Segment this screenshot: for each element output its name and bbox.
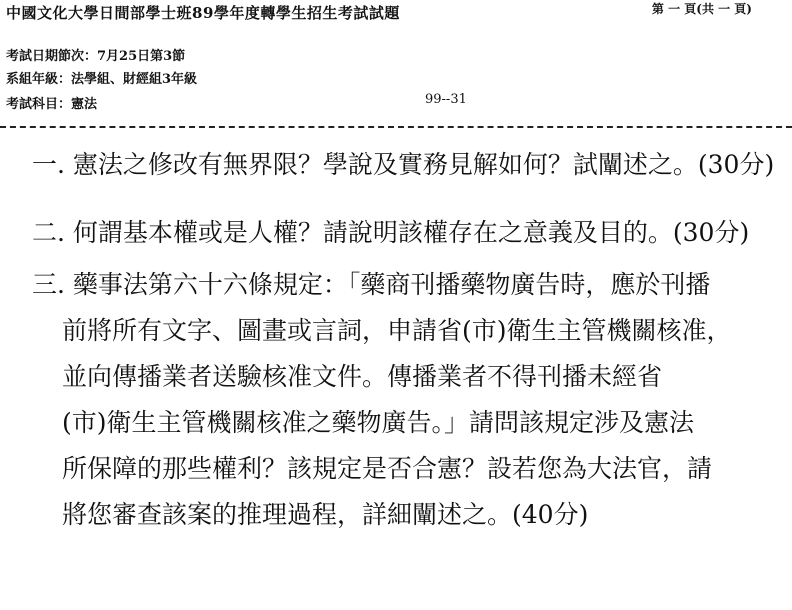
exam-code: 99--31 (425, 92, 467, 107)
header-divider (0, 126, 792, 128)
exam-date: 考試日期節次：7月25日第3節 (6, 49, 186, 64)
question-2: 二. 何謂基本權或是人權？請說明該權存在之意義及目的。(30分) (32, 218, 750, 247)
exam-subject: 考試科目：憲法 (6, 97, 98, 112)
question-3-line-3: 並向傳播業者送驗核准文件。傳播業者不得刊播未經省 (62, 362, 663, 391)
question-3-line-6: 將您審查該案的推理過程，詳細闡述之。(40分) (62, 500, 589, 529)
exam-title: 中國文化大學日間部學士班89學年度轉學生招生考試試題 (6, 4, 400, 22)
question-1: 一. 憲法之修改有無界限？學說及實務見解如何？試闡述之。(30分) (32, 150, 775, 179)
question-3-line-4: (市)衛生主管機關核准之藥物廣告。」請問該規定涉及憲法 (62, 408, 695, 437)
department-grade: 系組年級：法學組、財經組3年級 (6, 72, 198, 87)
question-3-line-1: 三. 藥事法第六十六條規定：「藥商刊播藥物廣告時，應於刊播 (32, 270, 711, 299)
question-3-line-2: 前將所有文字、圖畫或言詞，申請省(市)衛生主管機關核准， (62, 316, 732, 345)
page-number: 第 一 頁(共 一 頁) (651, 2, 752, 16)
question-3-line-5: 所保障的那些權利？該規定是否合憲？設若您為大法官，請 (62, 454, 713, 483)
